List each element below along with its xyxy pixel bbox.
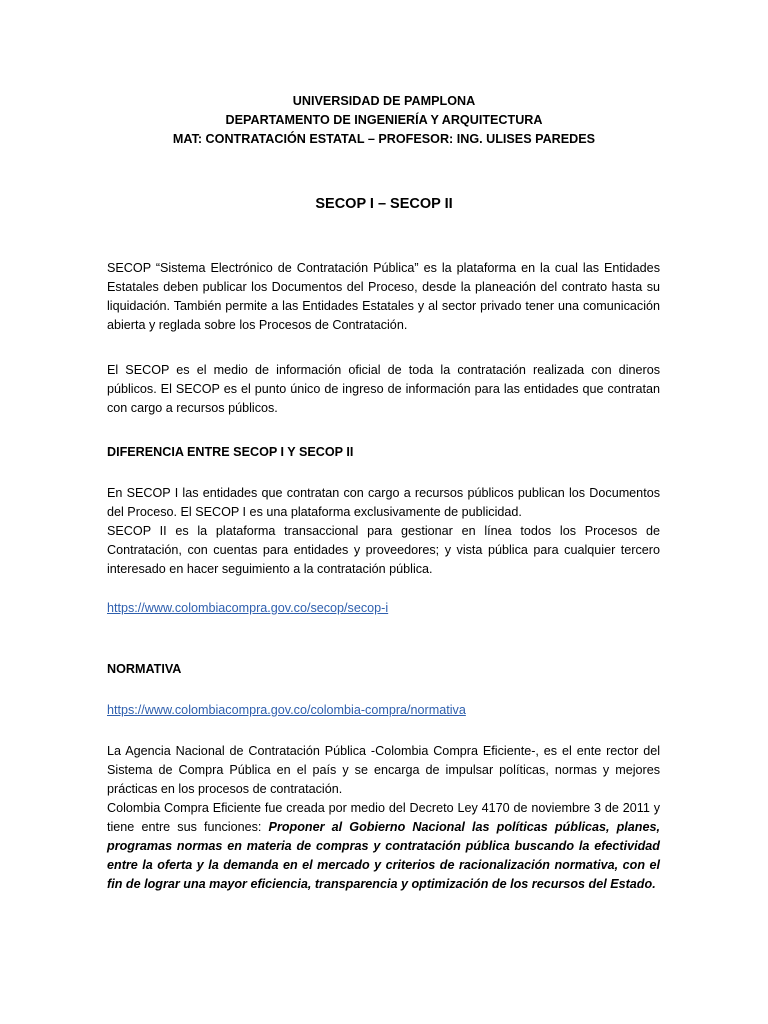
document-title: SECOP I – SECOP II [315,196,453,212]
normativa-heading: NORMATIVA [107,662,182,676]
intro-section [107,259,660,335]
document-header [0,92,768,149]
university-name: UNIVERSIDAD DE PAMPLONA [292,94,476,108]
intro-paragraph-2: El SECOP es el medio de información oficial de toda la contratación realizada con dineros públicos. El SECOP es el punto único de ingreso de información para las entidades que contratan con cargo a recursos públicos. [107,363,660,415]
intro-paragraph-1: SECOP “Sistema Electrónico de Contratación Pública” es la plataforma en la cual las Entidades Estatales deben publicar los Documentos del Proceso, desde la planeación del contrato hasta su liquidación. También permite a las Entidades Estatales y al sector privado tener una comunicación abierta y reglada sobre los Procesos de Contratación. [107,261,660,332]
intro-section-2 [107,361,660,418]
course-line: MAT: CONTRATACIÓN ESTATAL – PROFESOR: ING. ULISES PAREDES [172,132,596,146]
diferencia-paragraph-2: SECOP II es la plataforma transaccional para gestionar en línea todos los Procesos de Contratación, con cuentas para entidades y proveedores; y vista pública para cualquier tercero interesado en hacer seguimiento a la contratación pública. [107,524,660,576]
normativa-section [107,742,660,894]
diferencia-heading: DIFERENCIA ENTRE SECOP I Y SECOP II [107,445,354,459]
diferencia-section [107,484,660,579]
secop-i-link[interactable]: https://www.colombiacompra.gov.co/secop/secop-i [107,601,389,615]
normativa-link[interactable]: https://www.colombiacompra.gov.co/colombia-compra/normativa [107,703,466,717]
department-name: DEPARTAMENTO DE INGENIERÍA Y ARQUITECTURA [225,113,543,127]
normativa-paragraph-2-emphasis: Proponer al Gobierno Nacional las políticas públicas, planes, programas normas en materia de compras y contratación pública buscando la efectividad entre la oferta y la demanda en el mercado y criterios de racionalización normativa, con el fin de lograr una mayor eficiencia, transparencia y optimización de los recursos del Estado. [107,820,660,891]
diferencia-paragraph-1: En SECOP I las entidades que contratan con cargo a recursos públicos publican los Documentos del Proceso. El SECOP I es una plataforma exclusivamente de publicidad. [107,486,660,519]
normativa-paragraph-1: La Agencia Nacional de Contratación Pública -Colombia Compra Eficiente-, es el ente rector del Sistema de Compra Pública en el país y se encarga de impulsar políticas, normas y mejores prácticas en los procesos de contratación. [107,744,660,796]
normativa-paragraph-2 [107,799,660,894]
normativa-paragraph-2-plain: Colombia Compra Eficiente fue creada por medio del Decreto Ley 4170 de noviembre 3 de 2011 y tiene entre sus funciones: [107,801,660,834]
